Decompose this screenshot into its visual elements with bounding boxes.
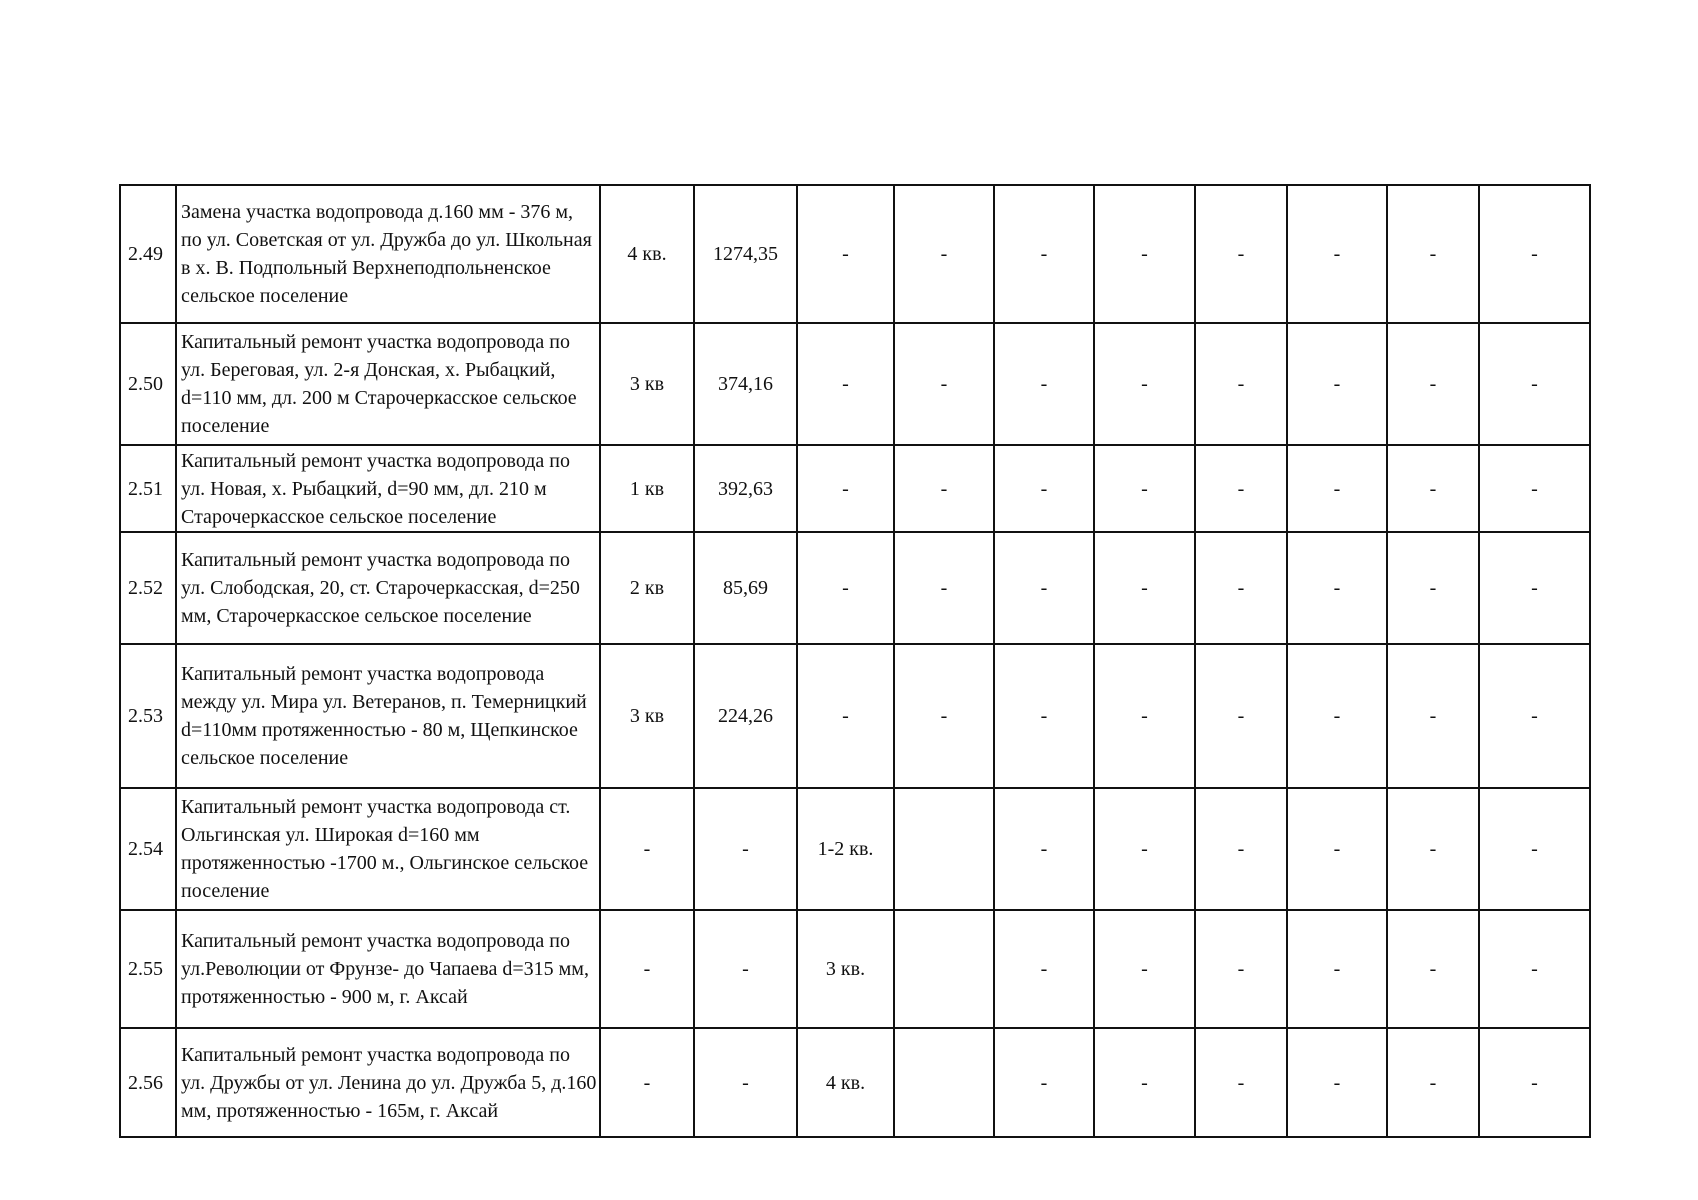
value-cell: - [1195, 910, 1287, 1028]
value-cell [894, 910, 994, 1028]
value-cell: - [994, 185, 1094, 323]
value-cell: - [1195, 532, 1287, 644]
description-cell: Капитальный ремонт участка водопровода по ул. Береговая, ул. 2-я Донская, х. Рыбацкий, d=110 мм, дл. 200 м Старочеркасское сельское поселение [176, 323, 600, 445]
value-cell: - [894, 445, 994, 532]
row-number-cell: 2.56 [120, 1028, 176, 1137]
table-row [120, 644, 1590, 788]
value-cell: 2 кв [600, 532, 694, 644]
value-cell: - [894, 185, 994, 323]
value-cell [894, 788, 994, 910]
value-cell: 1274,35 [694, 185, 797, 323]
value-cell: - [694, 1028, 797, 1137]
value-cell: - [1287, 532, 1387, 644]
description-cell: Капитальный ремонт участка водопровода по ул. Слободская, 20, ст. Старочеркасская, d=250 мм, Старочеркасское сельское поселение [176, 532, 600, 644]
value-cell [894, 1028, 994, 1137]
row-number-cell: 2.54 [120, 788, 176, 910]
value-cell: - [1094, 185, 1195, 323]
value-cell: - [600, 1028, 694, 1137]
description-cell: Капитальный ремонт участка водопровода по ул.Революции от Фрунзе- до Чапаева d=315 мм, протяженностью - 900 м, г. Аксай [176, 910, 600, 1028]
value-cell: - [994, 1028, 1094, 1137]
value-cell: - [894, 323, 994, 445]
table-body [120, 185, 1590, 1137]
value-cell: 4 кв. [600, 185, 694, 323]
value-cell: - [994, 323, 1094, 445]
table-row [120, 1028, 1590, 1137]
table-row [120, 185, 1590, 323]
value-cell: - [994, 644, 1094, 788]
works-table [119, 184, 1591, 1138]
value-cell: - [1287, 323, 1387, 445]
value-cell: - [1387, 185, 1479, 323]
value-cell: - [1195, 445, 1287, 532]
value-cell: - [1479, 445, 1590, 532]
value-cell: - [1195, 185, 1287, 323]
value-cell: - [1195, 788, 1287, 910]
row-number-cell: 2.55 [120, 910, 176, 1028]
value-cell: - [600, 788, 694, 910]
value-cell: - [797, 532, 894, 644]
value-cell: 374,16 [694, 323, 797, 445]
value-cell: 1-2 кв. [797, 788, 894, 910]
value-cell: - [1479, 185, 1590, 323]
value-cell: - [1387, 532, 1479, 644]
value-cell: - [1195, 1028, 1287, 1137]
value-cell: - [797, 445, 894, 532]
value-cell: - [994, 532, 1094, 644]
value-cell: - [1479, 788, 1590, 910]
value-cell: - [1387, 1028, 1479, 1137]
value-cell: - [994, 788, 1094, 910]
value-cell: - [600, 910, 694, 1028]
value-cell: - [1479, 532, 1590, 644]
value-cell: - [797, 323, 894, 445]
value-cell: - [797, 644, 894, 788]
value-cell: - [1387, 445, 1479, 532]
row-number-cell: 2.52 [120, 532, 176, 644]
description-cell: Капитальный ремонт участка водопровода ст. Ольгинская ул. Широкая d=160 мм протяженностью -1700 м., Ольгинское сельское поселение [176, 788, 600, 910]
value-cell: - [1195, 323, 1287, 445]
row-number-cell: 2.50 [120, 323, 176, 445]
value-cell: - [1287, 445, 1387, 532]
value-cell: - [1387, 644, 1479, 788]
value-cell: - [1387, 788, 1479, 910]
value-cell: - [1195, 644, 1287, 788]
value-cell: - [1287, 185, 1387, 323]
table-row [120, 910, 1590, 1028]
value-cell: - [1287, 788, 1387, 910]
value-cell: - [1094, 1028, 1195, 1137]
table-row [120, 323, 1590, 445]
value-cell: 392,63 [694, 445, 797, 532]
value-cell: - [1387, 910, 1479, 1028]
value-cell: - [1287, 1028, 1387, 1137]
description-cell: Капитальный ремонт участка водопровода между ул. Мира ул. Ветеранов, п. Темерницкий d=110мм протяженностью - 80 м, Щепкинское сельское поселение [176, 644, 600, 788]
description-cell: Замена участка водопровода д.160 мм - 376 м, по ул. Советская от ул. Дружба до ул. Школьная в х. В. Подпольный Верхнеподпольненское сельское поселение [176, 185, 600, 323]
table-row [120, 445, 1590, 532]
value-cell: - [1094, 323, 1195, 445]
value-cell: 85,69 [694, 532, 797, 644]
value-cell: 1 кв [600, 445, 694, 532]
value-cell: - [1094, 644, 1195, 788]
value-cell: - [1287, 644, 1387, 788]
value-cell: - [1387, 323, 1479, 445]
value-cell: - [894, 644, 994, 788]
value-cell: - [994, 910, 1094, 1028]
value-cell: - [1287, 910, 1387, 1028]
value-cell: - [1479, 323, 1590, 445]
value-cell: - [1479, 1028, 1590, 1137]
value-cell: 224,26 [694, 644, 797, 788]
value-cell: - [994, 445, 1094, 532]
description-cell: Капитальный ремонт участка водопровода по ул. Новая, х. Рыбацкий, d=90 мм, дл. 210 м Старочеркасское сельское поселение [176, 445, 600, 532]
value-cell: - [1479, 644, 1590, 788]
value-cell: 4 кв. [797, 1028, 894, 1137]
table-row [120, 532, 1590, 644]
table-row [120, 788, 1590, 910]
row-number-cell: 2.49 [120, 185, 176, 323]
value-cell: - [1094, 445, 1195, 532]
value-cell: - [694, 788, 797, 910]
value-cell: - [1479, 910, 1590, 1028]
description-cell: Капитальный ремонт участка водопровода по ул. Дружбы от ул. Ленина до ул. Дружба 5, д.160 мм, протяженностью - 165м, г. Аксай [176, 1028, 600, 1137]
value-cell: 3 кв. [797, 910, 894, 1028]
row-number-cell: 2.53 [120, 644, 176, 788]
value-cell: - [797, 185, 894, 323]
value-cell: 3 кв [600, 323, 694, 445]
value-cell: 3 кв [600, 644, 694, 788]
value-cell: - [894, 532, 994, 644]
row-number-cell: 2.51 [120, 445, 176, 532]
value-cell: - [1094, 910, 1195, 1028]
value-cell: - [1094, 532, 1195, 644]
value-cell: - [1094, 788, 1195, 910]
value-cell: - [694, 910, 797, 1028]
